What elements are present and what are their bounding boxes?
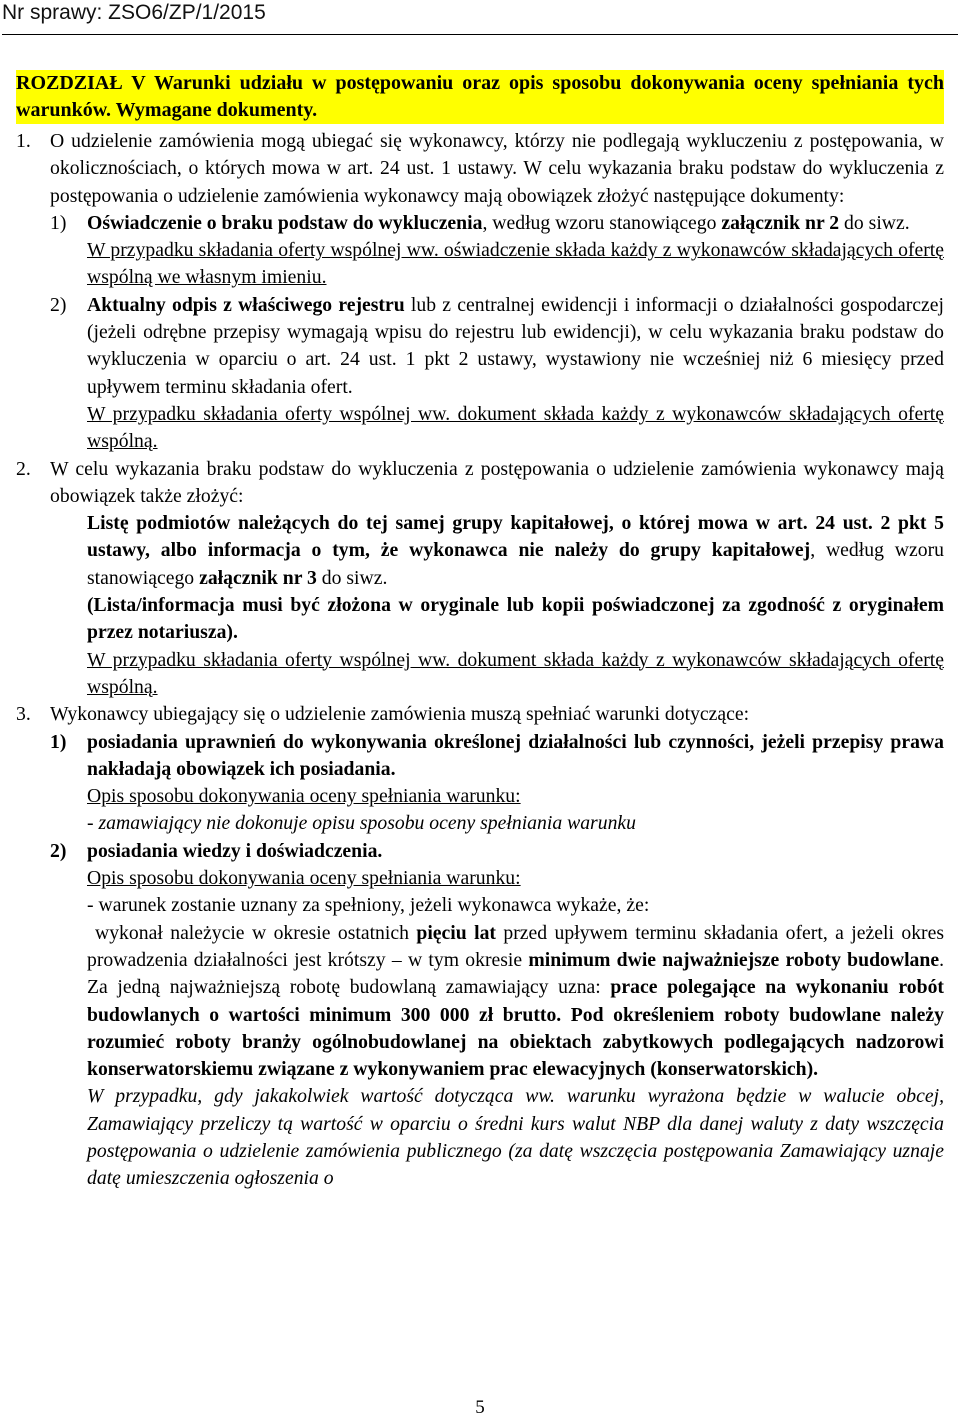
item-number: 2)	[50, 293, 67, 316]
condition-number: 2)	[50, 839, 67, 862]
condition-1-opis	[16, 783, 944, 810]
section-2-number: 2.	[16, 457, 31, 480]
condition-1-detail	[16, 810, 944, 837]
item-text: lub z centralnej ewidencji i informacji o działalności gospodarczej (jeżeli odrębne przepisy wymagają wpisu do rejestru lub ewidencji), w celu wykazania braku podstaw do wykluczenia w oparciu o art. 24 ust. 1 pkt 2 ustawy, wystawiony nie wcześniej niż 6 miesięcy przed upływem terminu składania ofert.	[87, 293, 944, 398]
condition-2-paragraph	[16, 920, 944, 1084]
section-2	[16, 456, 944, 511]
section-1-item-1	[16, 210, 944, 237]
section-3	[16, 701, 944, 728]
par-e: . Za jedną najważniejszą robotę budowlaną zamawiający uzna:	[87, 948, 945, 999]
condition-title: posiadania uprawnień do wykonywania określonej działalności lub czynności, jeżeli przepisy prawa nakładają obowiązek ich posiadania.	[87, 730, 944, 780]
section-1	[16, 128, 944, 210]
section-3-number: 3.	[16, 703, 31, 726]
currency-note: W przypadku, gdy jakakolwiek wartość dotycząca ww. warunku wyrażona będzie w walucie obcej, Zamawiający przeliczy tą wartość w oparciu o średni kurs walut NBP dla danej waluty z daty wszczęcia postępowania o udzielenie zamówienia publicznego (za datę wszczęcia postępowania Zamawiający uznaje datę umieszczenia ogłoszenia o	[87, 1085, 944, 1190]
condition-1	[16, 729, 944, 784]
assessment-detail: - zamawiający nie dokonuje opisu sposobu oceny spełniania warunku	[87, 812, 636, 835]
condition-2	[16, 838, 944, 865]
condition-title: posiadania wiedzy i doświadczenia.	[87, 839, 383, 862]
par-a: wykonał należycie w okresie ostatnich	[95, 921, 417, 944]
section-1-item-1-note	[16, 237, 944, 292]
item-title: Oświadczenie o braku podstaw do wykluczenia	[87, 211, 483, 234]
section-2-intro: W celu wykazania braku podstaw do wykluczenia z postępowania o udzielenie zamówienia wykonawcy mają obowiązek także złożyć:	[50, 457, 944, 507]
joint-offer-note: W przypadku składania oferty wspólnej ww. dokument składa każdy z wykonawców składających ofertę wspólną.	[87, 648, 944, 698]
condition-2-currency-note	[16, 1083, 944, 1192]
section-3-intro: Wykonawcy ubiegający się o udzielenie zamówienia muszą spełniać warunki dotyczące:	[50, 703, 750, 726]
section-2-list-requirement	[16, 510, 944, 592]
attachment-ref: załącznik nr 2	[721, 211, 840, 234]
par-d: minimum dwie najważniejsze roboty budowlane	[528, 948, 940, 971]
attachment-ref: załącznik nr 3	[199, 566, 317, 589]
joint-offer-note: W przypadku składania oferty wspólnej ww. dokument składa każdy z wykonawców składających ofertę wspólną.	[87, 402, 944, 453]
condition-2-line1	[16, 892, 944, 919]
header-divider	[2, 34, 958, 35]
item-title: Aktualny odpis z właściwego rejestru	[87, 293, 405, 316]
item-text: , według wzoru stanowiącego	[482, 211, 722, 234]
item-text: , według wzoru stanowiącego	[87, 539, 944, 589]
section-2-bold-note	[16, 592, 944, 647]
document-body	[16, 128, 944, 1193]
chapter-title: ROZDZIAŁ V Warunki udziału w postępowaniu oraz opis sposobu dokonywania oceny spełniania tych warunków. Wymagane dokumenty.	[16, 70, 944, 124]
par-b: pięciu lat	[416, 921, 496, 944]
item-text-end: do siwz.	[839, 211, 910, 234]
condition-2-opis	[16, 865, 944, 892]
condition-number: 1)	[50, 730, 67, 753]
joint-offer-note: W przypadku składania oferty wspólnej ww. oświadczenie składa każdy z wykonawców składających ofertę wspólną we własnym imieniu.	[87, 239, 944, 289]
item-number: 1)	[50, 211, 67, 234]
par-f: prace polegające na wykonaniu robót budowlanych o wartości minimum 300 000 zł brutto. Pod określeniem roboty budowlane należy rozumieć roboty branży ogólnobudowlanej na obiektach zabytkowych podlegających nadzorowi konserwatorskiemu związane z wykonywaniem prac elewacyjnych (konserwatorskich).	[87, 976, 944, 1081]
case-number: Nr sprawy: ZSO6/ZP/1/2015	[2, 1, 266, 24]
capital-group-list: Listę podmiotów należących do tej samej grupy kapitałowej, o której mowa w art. 24 ust. 2 pkt 5 ustawy, albo informacja o tym, że wykonawca nie należy do grupy kapitałowej	[87, 512, 944, 562]
par-c: przed upływem terminu składania ofert, a jeżeli okres prowadzenia działalności jest krótszy – w tym okresie	[87, 921, 944, 971]
assessment-heading: Opis sposobu dokonywania oceny spełniania warunku:	[87, 785, 521, 808]
original-copy-note: (Lista/informacja musi być złożona w oryginale lub kopii poświadczonej za zgodność z oryginałem przez notariusza).	[87, 594, 944, 644]
section-1-item-2-note	[16, 401, 944, 456]
item-text-end: do siwz.	[316, 566, 388, 589]
section-1-intro: O udzielenie zamówienia mogą ubiegać się wykonawcy, którzy nie podlegają wykluczeniu z postępowania, w okolicznościach, o których mowa w art. 24 ust. 1 ustawy. W celu wykazania braku podstaw do wykluczenia z postępowania o udzielenie zamówienia wykonawcy mają obowiązek złożyć następujące dokumenty:	[50, 130, 944, 207]
section-1-number: 1.	[16, 130, 31, 152]
section-1-item-2	[16, 292, 944, 401]
assessment-line: - warunek zostanie uznany za spełniony, jeżeli wykonawca wykaże, że:	[87, 894, 650, 917]
section-2-note	[16, 647, 944, 702]
assessment-heading: Opis sposobu dokonywania oceny spełniania warunku:	[87, 867, 521, 890]
page-number: 5	[475, 1397, 485, 1418]
